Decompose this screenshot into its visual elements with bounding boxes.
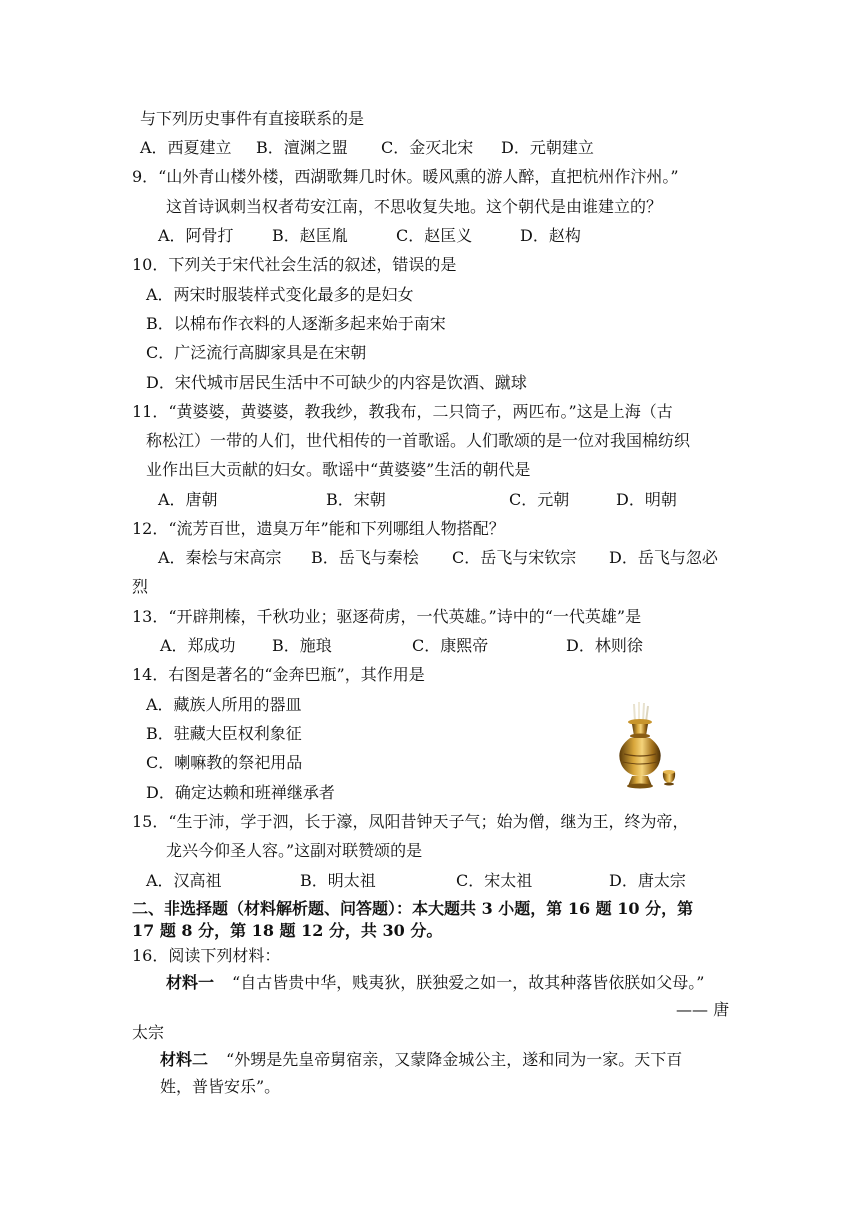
q11-stem-line2: 称松江）一带的人们，世代相传的一首歌谣。人们歌颂的是一位对我国棉纺织 [146, 431, 691, 450]
material-2-text: “外甥是先皇帝舅宿亲，又蒙降金城公主，遂和同为一家。天下百 [226, 1050, 683, 1069]
q8-option-d: D．元朝建立 [501, 138, 594, 157]
section-2-heading-line2: 17 题 8 分，第 18 题 12 分，共 30 分。 [132, 921, 443, 940]
q15-option-b: B．明太祖 [300, 871, 376, 890]
golden-vase-image [608, 700, 688, 792]
q14-option-b: B．驻藏大臣权利象征 [146, 724, 302, 743]
q12-stem: 12．“流芳百世，遗臭万年”能和下列哪组人物搭配？ [132, 519, 505, 538]
q9-option-d: D．赵构 [520, 226, 581, 245]
q11-option-b: B．宋朝 [326, 490, 386, 509]
q13-option-c: C．康熙帝 [412, 636, 489, 655]
section-2-heading-line1: 二、非选择题（材料解析题、问答题）：本大题共 3 小题，第 16 题 10 分，第 [132, 899, 694, 918]
q9-stem-line1: 9．“山外青山楼外楼，西湖歌舞几时休。暖风熏的游人醉，直把杭州作汴州。” [132, 167, 679, 186]
material-1-text: “自古皆贵中华，贱夷狄，朕独爱之如一，故其种落皆依朕如父母。” [232, 973, 705, 992]
material-1-attribution: —— 唐 [676, 1000, 730, 1019]
q11-option-c: C．元朝 [509, 490, 570, 509]
q9-stem-line2: 这首诗讽刺当权者苟安江南，不思收复失地。这个朝代是由谁建立的？ [166, 197, 663, 216]
q15-option-d: D．唐太宗 [609, 871, 686, 890]
q15-option-c: C．宋太祖 [456, 871, 533, 890]
q9-option-c: C．赵匡义 [396, 226, 473, 245]
q8-stem: 与下列历史事件有直接联系的是 [140, 109, 365, 128]
q14-option-a: A．藏族人所用的器皿 [146, 695, 302, 714]
q8-option-c: C．金灭北宋 [381, 138, 474, 157]
q11-stem-line3: 业作出巨大贡献的妇女。歌谣中“黄婆婆”生活的朝代是 [146, 460, 531, 479]
q12-option-b: B．岳飞与秦桧 [311, 548, 419, 567]
q13-option-a: A．郑成功 [160, 636, 236, 655]
q14-option-d: D．确定达赖和班禅继承者 [146, 783, 335, 802]
q10-stem: 10．下列关于宋代社会生活的叙述，错误的是 [132, 255, 457, 274]
q15-stem-line1: 15．“生于沛，学于泗，长于濠，凤阳昔钟天子气；始为僧，继为王，终为帝， [132, 812, 689, 831]
q13-stem: 13．“开辟荆榛，千秋功业；驱逐荷虏，一代英雄。”诗中的“一代英雄”是 [132, 607, 642, 626]
q8-option-a: A．西夏建立 [140, 138, 232, 157]
q9-option-a: A．阿骨打 [158, 226, 234, 245]
q12-option-c: C．岳飞与宋钦宗 [452, 548, 577, 567]
q11-option-d: D．明朝 [616, 490, 677, 509]
q14-stem: 14．右图是著名的“金奔巴瓶”，其作用是 [132, 665, 425, 684]
material-2-text-wrap: 姓，普皆安乐”。 [160, 1077, 281, 1096]
q10-option-c: C．广泛流行高脚家具是在宋朝 [146, 343, 367, 362]
q13-option-d: D．林则徐 [566, 636, 643, 655]
q16-stem: 16．阅读下列材料： [132, 946, 281, 965]
material-2-label: 材料二 [160, 1050, 209, 1069]
material-1-attribution-wrap: 太宗 [132, 1023, 165, 1042]
material-1-label: 材料一 [166, 973, 215, 992]
q10-option-d: D．宋代城市居民生活中不可缺少的内容是饮酒、蹴球 [146, 373, 527, 392]
q10-option-b: B．以棉布作衣料的人逐渐多起来始于南宋 [146, 314, 446, 333]
q15-stem-line2: 龙兴今仰圣人容。”这副对联赞颂的是 [166, 841, 423, 860]
q12-option-d: D．岳飞与忽必 [609, 548, 718, 567]
q16-material-1 [166, 972, 704, 994]
q11-option-a: A．唐朝 [158, 490, 218, 509]
q13-option-b: B．施琅 [272, 636, 332, 655]
q12-option-a: A．秦桧与宋高宗 [158, 548, 282, 567]
q12-option-d-wrap: 烈 [132, 577, 149, 596]
q11-stem-line1: 11．“黄婆婆，黄婆婆，教我纱，教我布，二只筒子，两匹布。”这是上海（古 [132, 402, 673, 421]
q10-option-a: A．两宋时服装样式变化最多的是妇女 [146, 285, 414, 304]
q9-option-b: B．赵匡胤 [272, 226, 348, 245]
q8-option-b: B．澶渊之盟 [256, 138, 348, 157]
q15-option-a: A．汉高祖 [146, 871, 222, 890]
q14-option-c: C．喇嘛教的祭祀用品 [146, 753, 303, 772]
q16-material-2 [160, 1049, 682, 1071]
